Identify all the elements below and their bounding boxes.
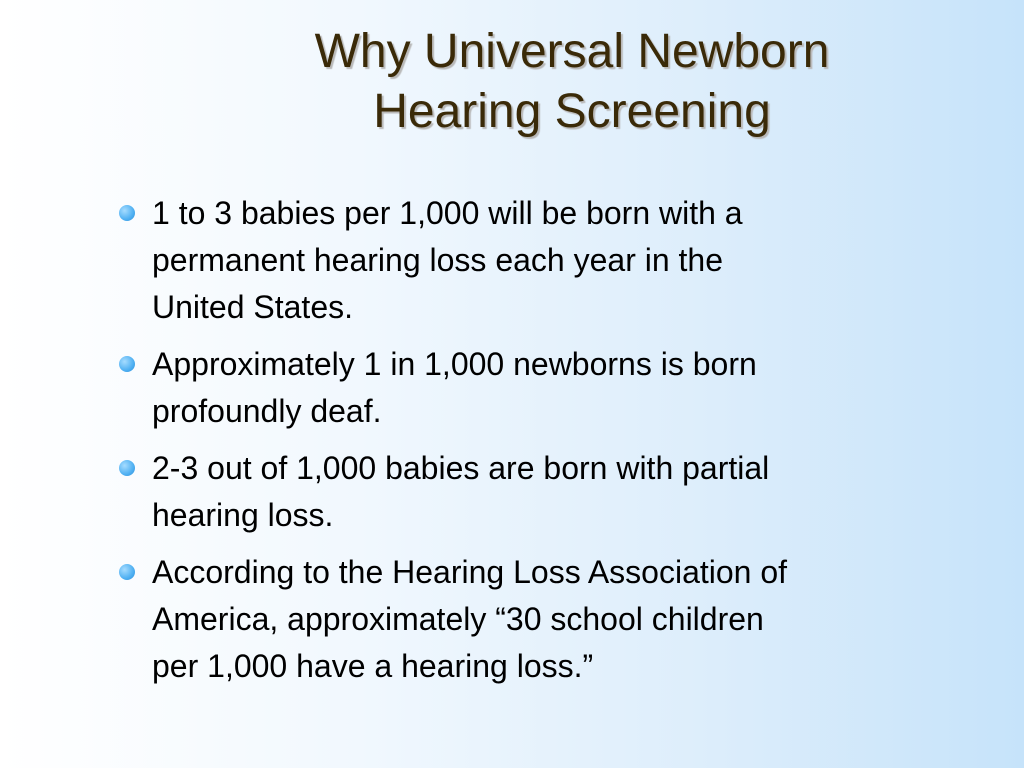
bullet-text-line: 2-3 out of 1,000 babies are born with partial <box>152 450 770 486</box>
bullet-item <box>116 341 976 435</box>
bullet-item <box>116 549 976 690</box>
bullet-dot-icon <box>119 460 135 476</box>
bullet-text <box>152 549 976 690</box>
bullet-text-line: United States. <box>152 289 353 325</box>
bullet-item <box>116 445 976 539</box>
bullet-text <box>152 445 976 539</box>
slide-title <box>200 22 944 142</box>
bullet-text-line: Approximately 1 in 1,000 newborns is born <box>152 346 757 382</box>
bullet-item <box>116 190 976 331</box>
bullet-text-line: hearing loss. <box>152 497 334 533</box>
bullet-dot-icon <box>119 205 135 221</box>
bullet-text-line: 1 to 3 babies per 1,000 will be born with a <box>152 195 743 231</box>
bullet-dot-icon <box>119 356 135 372</box>
bullet-text-line: per 1,000 have a hearing loss.” <box>152 648 594 684</box>
slide-title-line: Hearing Screening <box>373 85 771 138</box>
slide-title-line: Why Universal Newborn <box>314 25 830 78</box>
bullet-text-line: profoundly deaf. <box>152 393 382 429</box>
bullet-text-line: According to the Hearing Loss Association of <box>152 554 788 590</box>
bullet-text <box>152 190 976 331</box>
bullet-text-line: America, approximately “30 school children <box>152 601 764 637</box>
bullet-list <box>116 190 976 700</box>
bullet-text-line: permanent hearing loss each year in the <box>152 242 724 278</box>
bullet-text <box>152 341 976 435</box>
bullet-dot-icon <box>119 564 135 580</box>
